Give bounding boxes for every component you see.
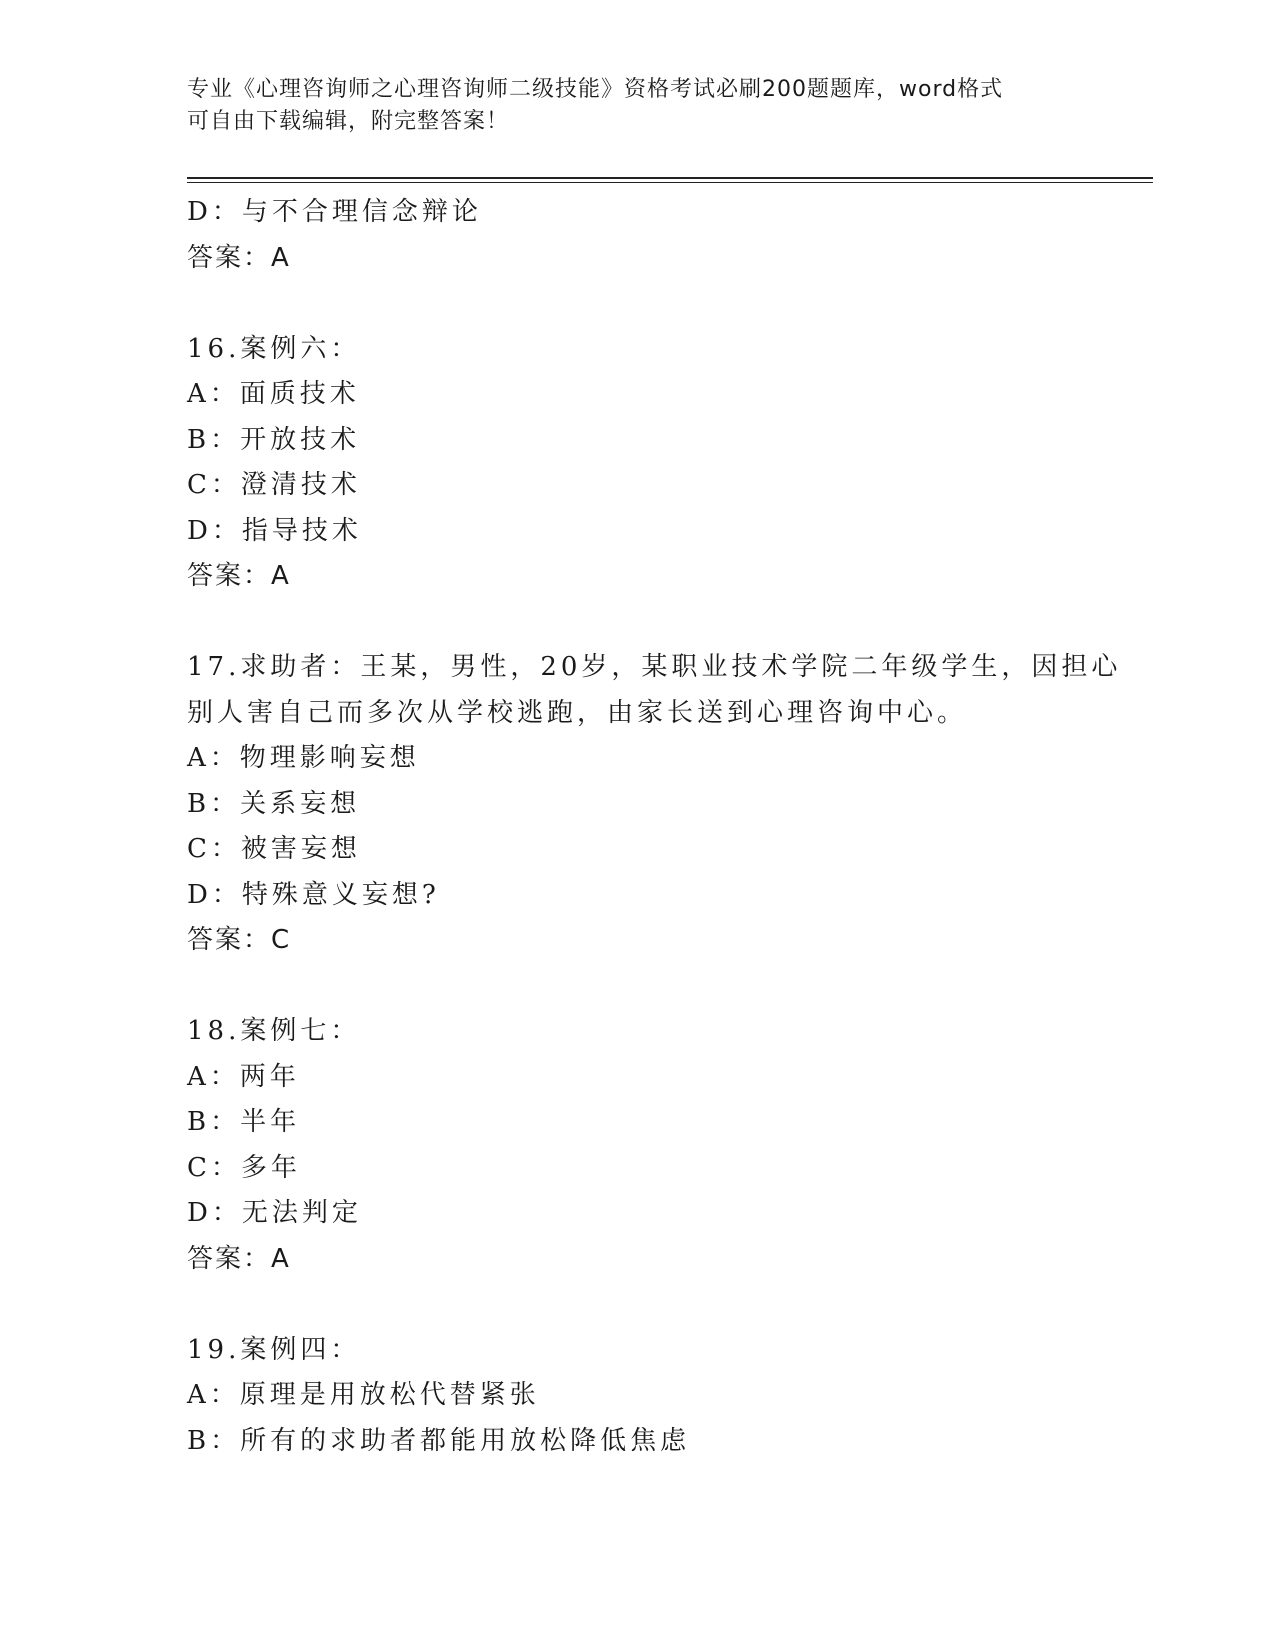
question-stem: 19.案例四： [187,1334,361,1365]
question-block-16 [187,327,1087,600]
header-title-line-1: 专业《心理咨询师之心理咨询师二级技能》资格考试必刷200题题库，word格式 [187,77,1004,102]
option-b: B：所有的求助者都能用放松降低焦虑 [187,1425,691,1456]
question-block-19 [187,1328,1087,1465]
option-d: D：无法判定 [187,1198,362,1228]
answer-line: 答案：A [187,242,291,273]
question-block-17 [187,645,1122,964]
option-c: C：澄清技术 [187,470,361,500]
option-b: B：半年 [187,1107,301,1137]
question-stem-line-2: 别人害自己而多次从学校逃跑，由家长送到心理咨询中心。 [187,697,968,728]
question-stem-line-1: 17.求助者：王某，男性，20岁，某职业技术学院二年级学生，因担心 [187,652,1122,682]
spacer [187,964,1087,1010]
option-b: B：关系妄想 [187,788,361,819]
option-c: C：多年 [187,1152,301,1183]
question-stem: 16.案例六： [187,333,361,364]
question-stem: 18.案例七： [187,1016,361,1046]
option-a: A：原理是用放松代替紧张 [187,1380,540,1410]
header-title-line-2: 可自由下载编辑，附完整答案！ [187,109,510,134]
question-block-18 [187,1009,1087,1282]
answer-line: 答案：C [187,925,292,955]
document-header [187,74,1087,138]
option-d: D：与不合理信念辩论 [187,197,482,227]
header-divider-thick [187,177,1153,179]
option-c: C：被害妄想 [187,834,361,864]
spacer [187,600,1087,646]
option-a: A：面质技术 [187,379,360,409]
question-block-previous [187,190,1087,281]
option-d: D：指导技术 [187,515,362,546]
option-b: B：开放技术 [187,424,361,455]
answer-line: 答案：A [187,561,291,591]
header-divider-thin [187,182,1153,183]
question-list [187,190,1122,1464]
spacer [187,1282,1087,1328]
option-a: A：两年 [187,1061,300,1092]
spacer [187,281,1087,327]
option-a: A：物理影响妄想 [187,743,420,773]
answer-line: 答案：A [187,1243,291,1274]
option-d: D：特殊意义妄想? [187,879,440,910]
